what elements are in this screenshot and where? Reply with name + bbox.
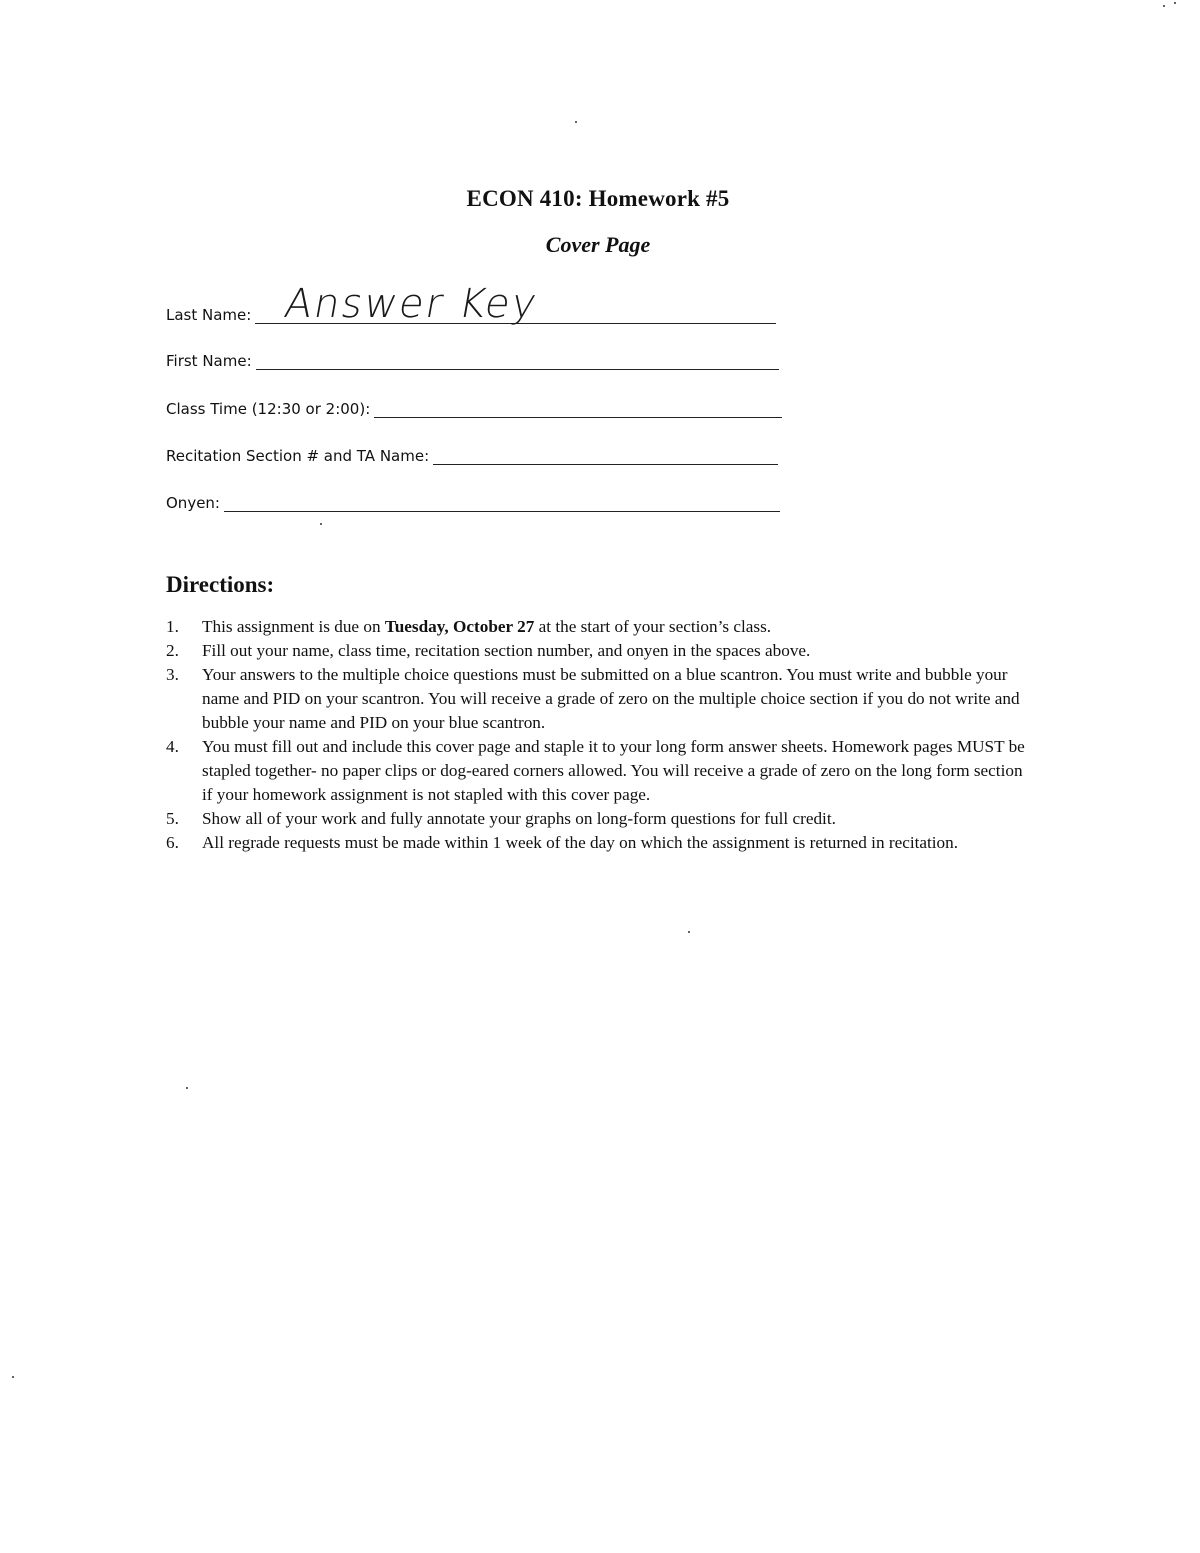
- onyen-field: [166, 484, 780, 512]
- recitation-field: [166, 437, 778, 465]
- last-name-label: Last Name:: [166, 306, 252, 324]
- scan-speck: [575, 121, 577, 123]
- due-date: Tuesday, October 27: [384, 617, 535, 636]
- direction-text-after: at the start of your section’s class.: [534, 617, 772, 636]
- direction-item: [166, 639, 1036, 663]
- direction-item: [166, 663, 1036, 735]
- first-name-line: [256, 349, 779, 370]
- direction-text: Your answers to the multiple choice questions must be submitted on a blue scantron. You must write and bubble your name and PID on your scantron. You will receive a grade of zero on the multiple choice section if you do not write and bubble your name and PID on your blue scantron.: [202, 665, 1020, 732]
- directions-list: [166, 615, 1036, 855]
- onyen-line: [224, 491, 780, 512]
- direction-text: Show all of your work and fully annotate your graphs on long-form questions for full credit.: [202, 809, 836, 828]
- document-subtitle: Cover Page: [545, 232, 651, 257]
- first-name-label: First Name:: [166, 352, 252, 370]
- direction-number: 1.: [166, 617, 179, 636]
- document-title: ECON 410: Homework #5: [466, 186, 730, 211]
- recitation-line: [433, 444, 778, 465]
- recitation-label: Recitation Section # and TA Name:: [166, 447, 430, 465]
- scan-speck: [688, 931, 690, 933]
- direction-item: [166, 615, 1036, 639]
- direction-number: 3.: [166, 665, 179, 684]
- scan-speck: [186, 1087, 188, 1089]
- directions-heading: Directions:: [166, 572, 275, 597]
- scan-speck: [12, 1376, 14, 1378]
- direction-number: 5.: [166, 809, 179, 828]
- onyen-label: Onyen:: [166, 494, 220, 512]
- scan-speck: [1174, 2, 1176, 4]
- direction-text: All regrade requests must be made within 1 week of the day on which the assignment is returned in recitation.: [202, 833, 959, 852]
- direction-number: 4.: [166, 737, 179, 756]
- scan-speck: [320, 523, 322, 525]
- scan-speck: [1163, 5, 1165, 7]
- class-time-label: Class Time (12:30 or 2:00):: [166, 400, 371, 418]
- last-name-field: [166, 281, 776, 327]
- class-time-field: [166, 390, 782, 418]
- direction-item: [166, 735, 1036, 807]
- last-name-line: [255, 281, 776, 327]
- class-time-line: [374, 397, 782, 418]
- direction-text: You must fill out and include this cover page and staple it to your long form answer sheets. Homework pages MUST be stapled together- no paper clips or dog-eared corners allowed. You will receive a grade of zero on the long form section if your homework assignment is not stapled with this cover page.: [202, 737, 1025, 804]
- direction-number: 2.: [166, 641, 179, 660]
- direction-text: [202, 615, 1036, 639]
- direction-item: [166, 831, 1036, 855]
- direction-number: 6.: [166, 833, 179, 852]
- first-name-field: [166, 342, 779, 370]
- last-name-handwritten-value: Answer Key: [281, 281, 542, 327]
- direction-text-before: This assignment is due on: [202, 617, 385, 636]
- direction-text: Fill out your name, class time, recitation section number, and onyen in the spaces above.: [202, 641, 811, 660]
- direction-item: [166, 807, 1036, 831]
